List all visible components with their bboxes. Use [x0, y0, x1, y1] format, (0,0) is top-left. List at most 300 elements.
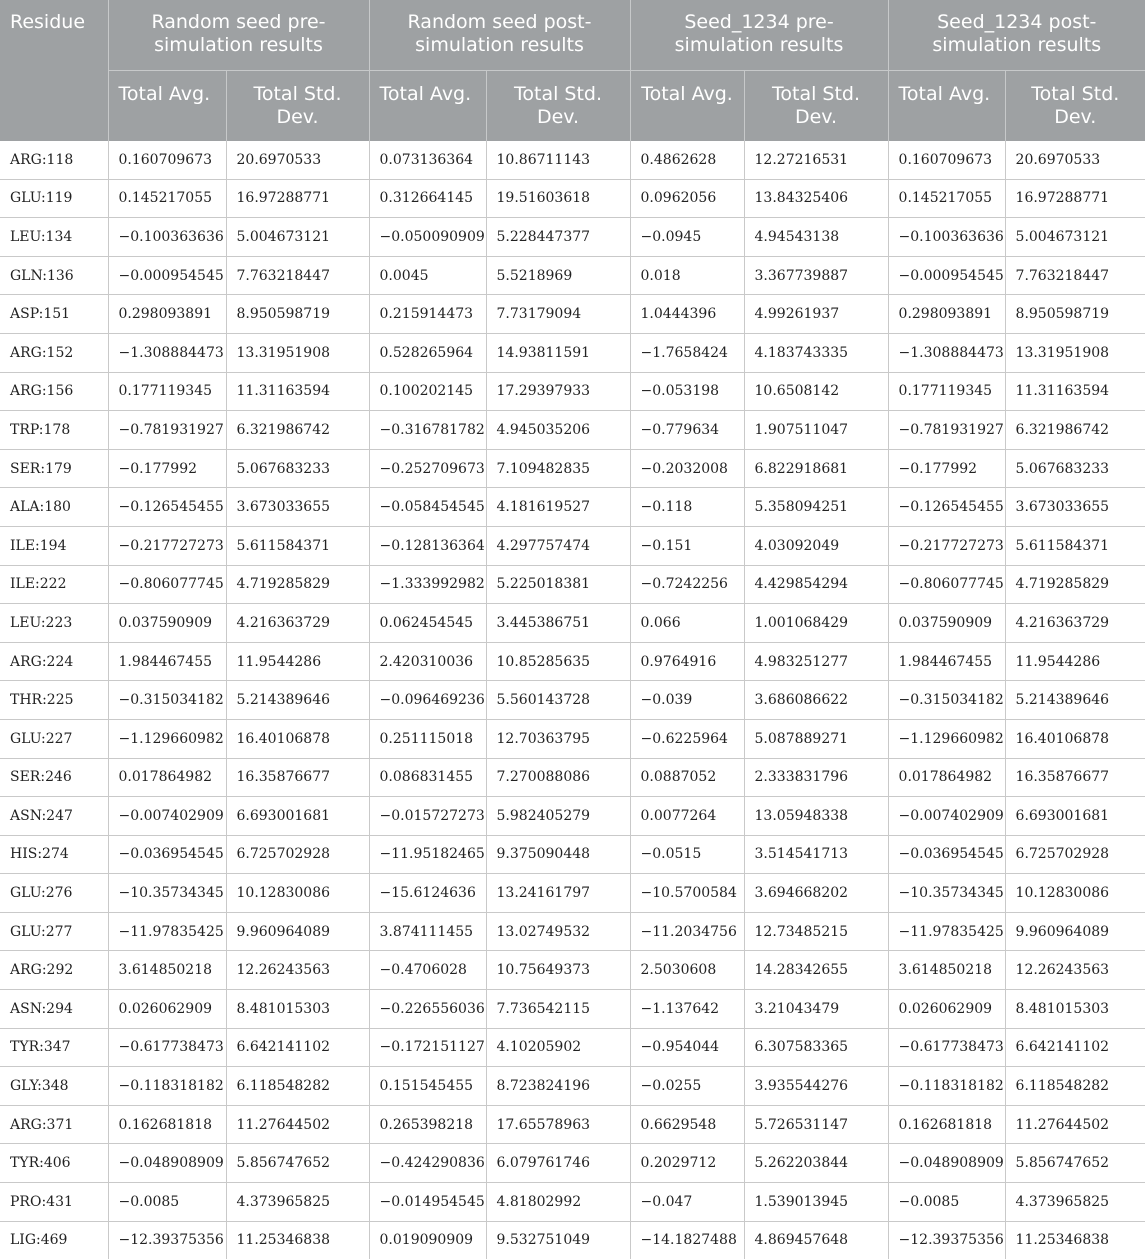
seed1234-post-avg-cell: −0.617738473	[888, 1028, 1005, 1067]
residue-cell: LEU:134	[0, 218, 108, 257]
random-pre-avg-cell: −0.048908909	[108, 1144, 226, 1183]
seed1234-pre-avg-cell: −0.954044	[630, 1028, 744, 1067]
residue-cell: GLU:227	[0, 719, 108, 758]
seed1234-pre-avg-cell: −10.5700584	[630, 874, 744, 913]
random-post-avg-cell: 0.265398218	[369, 1105, 486, 1144]
random-post-avg-cell: −0.4706028	[369, 951, 486, 990]
random-pre-std-cell: 5.611584371	[226, 526, 369, 565]
seed1234-post-avg-cell: −11.97835425	[888, 912, 1005, 951]
random-post-std-cell: 13.24161797	[486, 874, 630, 913]
table-row	[0, 1183, 1145, 1222]
random-pre-std-cell: 4.373965825	[226, 1183, 369, 1222]
random-pre-avg-cell: −0.036954545	[108, 835, 226, 874]
random-pre-avg-cell: −10.35734345	[108, 874, 226, 913]
residue-cell: ILE:194	[0, 526, 108, 565]
seed1234-post-avg-cell: −0.781931927	[888, 411, 1005, 450]
random-pre-avg-cell: −0.118318182	[108, 1067, 226, 1106]
random-post-avg-cell: −0.172151127	[369, 1028, 486, 1067]
random-pre-avg-cell: −0.100363636	[108, 218, 226, 257]
seed1234-post-std-cell: 6.693001681	[1005, 797, 1145, 836]
residue-cell: TYR:406	[0, 1144, 108, 1183]
random-post-std-cell: 4.181619527	[486, 488, 630, 527]
seed1234-post-avg-cell: 1.984467455	[888, 642, 1005, 681]
residue-cell: LEU:223	[0, 604, 108, 643]
seed1234-pre-std-cell: 5.262203844	[744, 1144, 888, 1183]
random-pre-std-cell: 11.9544286	[226, 642, 369, 681]
seed1234-pre-std-cell: 4.983251277	[744, 642, 888, 681]
random-post-std-cell: 4.10205902	[486, 1028, 630, 1067]
seed1234-pre-std-cell: 3.686086622	[744, 681, 888, 720]
random-post-std-cell: 9.532751049	[486, 1221, 630, 1259]
seed1234-pre-std-cell: 12.73485215	[744, 912, 888, 951]
seed1234-post-avg-cell: −0.100363636	[888, 218, 1005, 257]
random-post-std-cell: 7.270088086	[486, 758, 630, 797]
seed1234-pre-std-cell: 13.84325406	[744, 179, 888, 218]
seed1234-post-std-cell: 16.40106878	[1005, 719, 1145, 758]
seed1234-post-std-cell: 11.27644502	[1005, 1105, 1145, 1144]
seed1234-pre-std-cell: 13.05948338	[744, 797, 888, 836]
random-pre-std-cell: 11.27644502	[226, 1105, 369, 1144]
random-post-avg-cell: 0.151545455	[369, 1067, 486, 1106]
random-post-avg-cell: −15.6124636	[369, 874, 486, 913]
random-post-std-cell: 4.297757474	[486, 526, 630, 565]
random-pre-std-cell: 3.673033655	[226, 488, 369, 527]
seed1234-pre-avg-cell: −0.039	[630, 681, 744, 720]
table-row	[0, 990, 1145, 1029]
residue-cell: ARG:224	[0, 642, 108, 681]
random-pre-avg-cell: −0.806077745	[108, 565, 226, 604]
random-post-avg-cell: −0.424290836	[369, 1144, 486, 1183]
residue-cell: ALA:180	[0, 488, 108, 527]
random-post-avg-cell: −0.050090909	[369, 218, 486, 257]
table-row	[0, 411, 1145, 450]
table-body	[0, 141, 1145, 1259]
seed1234-post-avg-cell: −0.806077745	[888, 565, 1005, 604]
residue-cell: ASN:247	[0, 797, 108, 836]
seed1234-pre-std-cell: 4.183743335	[744, 333, 888, 372]
seed1234-post-avg-cell: −0.118318182	[888, 1067, 1005, 1106]
residue-cell: GLU:276	[0, 874, 108, 913]
seed1234-pre-avg-cell: 1.0444396	[630, 295, 744, 334]
seed1234-pre-std-cell: 3.694668202	[744, 874, 888, 913]
seed1234-pre-std-cell: 5.726531147	[744, 1105, 888, 1144]
random-post-avg-cell: −1.333992982	[369, 565, 486, 604]
random-pre-std-cell: 12.26243563	[226, 951, 369, 990]
random-pre-std-cell: 7.763218447	[226, 256, 369, 295]
seed1234-post-std-cell: 13.31951908	[1005, 333, 1145, 372]
residue-column-header: Residue	[0, 0, 108, 141]
random-post-avg-cell: −0.014954545	[369, 1183, 486, 1222]
random-pre-std-cell: 9.960964089	[226, 912, 369, 951]
seed1234-pre-avg-cell: −0.0945	[630, 218, 744, 257]
table-row	[0, 1221, 1145, 1259]
random-pre-std-cell: 10.12830086	[226, 874, 369, 913]
seed1234-pre-std-cell: 2.333831796	[744, 758, 888, 797]
random-pre-avg-cell: −0.000954545	[108, 256, 226, 295]
seed1234-post-std-cell: 5.214389646	[1005, 681, 1145, 720]
seed1234-post-avg-cell: −0.000954545	[888, 256, 1005, 295]
seed1234-post-std-cell: 11.31163594	[1005, 372, 1145, 411]
random-pre-std-cell: 11.31163594	[226, 372, 369, 411]
residue-cell: ARG:152	[0, 333, 108, 372]
seed1234-post-avg-cell: 0.037590909	[888, 604, 1005, 643]
residue-cell: THR:225	[0, 681, 108, 720]
random-pre-std-cell: 20.6970533	[226, 141, 369, 179]
seed1234-pre-std-cell: 12.27216531	[744, 141, 888, 179]
seed1234-post-std-cell: 11.9544286	[1005, 642, 1145, 681]
seed1234-post-avg-cell: −0.048908909	[888, 1144, 1005, 1183]
seed1234-pre-avg-cell: −0.047	[630, 1183, 744, 1222]
table-row	[0, 874, 1145, 913]
random-post-std-cell: 19.51603618	[486, 179, 630, 218]
seed1234-post-std-cell: 5.004673121	[1005, 218, 1145, 257]
random-post-std-cell: 5.225018381	[486, 565, 630, 604]
table-row	[0, 449, 1145, 488]
group-header-seed1234-pre: Seed_1234 pre-simulation results	[630, 0, 888, 70]
seed1234-post-avg-cell: −12.39375356	[888, 1221, 1005, 1259]
random-pre-avg-cell: −0.617738473	[108, 1028, 226, 1067]
random-pre-std-cell: 6.642141102	[226, 1028, 369, 1067]
residue-cell: ASP:151	[0, 295, 108, 334]
subheader-total-std-dev: Total Std. Dev.	[1005, 70, 1145, 141]
random-pre-avg-cell: −11.97835425	[108, 912, 226, 951]
residue-cell: ARG:371	[0, 1105, 108, 1144]
residue-cell: GLY:348	[0, 1067, 108, 1106]
random-pre-std-cell: 13.31951908	[226, 333, 369, 372]
seed1234-pre-avg-cell: −0.779634	[630, 411, 744, 450]
table-row	[0, 912, 1145, 951]
seed1234-post-avg-cell: −0.0085	[888, 1183, 1005, 1222]
seed1234-pre-std-cell: 4.869457648	[744, 1221, 888, 1259]
residue-cell: SER:246	[0, 758, 108, 797]
random-post-avg-cell: −0.252709673	[369, 449, 486, 488]
random-pre-std-cell: 6.725702928	[226, 835, 369, 874]
subheader-total-avg: Total Avg.	[108, 70, 226, 141]
subheader-total-avg: Total Avg.	[888, 70, 1005, 141]
seed1234-pre-std-cell: 4.99261937	[744, 295, 888, 334]
random-pre-avg-cell: −0.315034182	[108, 681, 226, 720]
random-pre-avg-cell: −0.177992	[108, 449, 226, 488]
seed1234-post-std-cell: 10.12830086	[1005, 874, 1145, 913]
random-post-std-cell: 13.02749532	[486, 912, 630, 951]
seed1234-post-std-cell: 4.719285829	[1005, 565, 1145, 604]
random-post-std-cell: 8.723824196	[486, 1067, 630, 1106]
seed1234-pre-avg-cell: −0.7242256	[630, 565, 744, 604]
table-row	[0, 488, 1145, 527]
seed1234-pre-std-cell: 4.03092049	[744, 526, 888, 565]
table-row	[0, 1028, 1145, 1067]
subheader-total-std-dev: Total Std. Dev.	[486, 70, 630, 141]
seed1234-post-std-cell: 11.25346838	[1015, 1232, 1110, 1249]
seed1234-pre-avg-cell: 0.0962056	[630, 179, 744, 218]
random-pre-std-cell: 6.693001681	[226, 797, 369, 836]
seed1234-post-avg-cell: −0.126545455	[888, 488, 1005, 527]
random-pre-std-cell: 4.719285829	[226, 565, 369, 604]
seed1234-pre-avg-cell: −1.137642	[630, 990, 744, 1029]
random-pre-std-cell: 16.97288771	[226, 179, 369, 218]
table-row	[0, 797, 1145, 836]
seed1234-post-avg-cell: 0.298093891	[888, 295, 1005, 334]
random-post-avg-cell: 3.874111455	[369, 912, 486, 951]
residue-cell: ARG:156	[0, 372, 108, 411]
table-row	[0, 604, 1145, 643]
random-pre-avg-cell: −0.007402909	[108, 797, 226, 836]
seed1234-post-avg-cell: 0.162681818	[888, 1105, 1005, 1144]
random-post-avg-cell: 0.0045	[369, 256, 486, 295]
seed1234-post-std-cell: 6.725702928	[1005, 835, 1145, 874]
random-post-std-cell: 14.93811591	[486, 333, 630, 372]
random-pre-avg-cell: 0.177119345	[108, 372, 226, 411]
random-post-avg-cell: −0.058454545	[369, 488, 486, 527]
residue-cell: ARG:118	[0, 141, 108, 179]
random-post-std-cell: 4.81802992	[486, 1183, 630, 1222]
random-pre-std-cell: 5.214389646	[226, 681, 369, 720]
random-post-std-cell: 10.75649373	[486, 951, 630, 990]
seed1234-pre-std-cell: 4.429854294	[744, 565, 888, 604]
table-row	[0, 218, 1145, 257]
seed1234-pre-avg-cell: 0.4862628	[630, 141, 744, 179]
random-post-std-cell: 10.86711143	[486, 141, 630, 179]
random-pre-avg-cell: 0.037590909	[108, 604, 226, 643]
random-post-avg-cell: 0.251115018	[369, 719, 486, 758]
seed1234-pre-avg-cell: 0.2029712	[630, 1144, 744, 1183]
table-row	[0, 758, 1145, 797]
random-pre-avg-cell: 0.298093891	[108, 295, 226, 334]
seed1234-pre-std-cell: 3.514541713	[744, 835, 888, 874]
random-post-avg-cell: −11.95182465	[369, 835, 486, 874]
table-row	[0, 681, 1145, 720]
seed1234-pre-std-cell: 6.307583365	[744, 1028, 888, 1067]
random-pre-avg-cell: −12.39375356	[108, 1221, 226, 1259]
seed1234-post-std-cell: 5.067683233	[1005, 449, 1145, 488]
seed1234-post-std-cell: 20.6970533	[1005, 141, 1145, 179]
seed1234-pre-std-cell: 1.539013945	[744, 1183, 888, 1222]
subheader-total-std-dev: Total Std. Dev.	[744, 70, 888, 141]
seed1234-post-std-cell: 16.35876677	[1005, 758, 1145, 797]
seed1234-pre-avg-cell: −0.053198	[630, 372, 744, 411]
table-row	[0, 179, 1145, 218]
seed1234-post-avg-cell: −1.308884473	[888, 333, 1005, 372]
table-row	[0, 642, 1145, 681]
random-post-avg-cell: 0.019090909	[369, 1221, 486, 1259]
random-post-std-cell: 9.375090448	[486, 835, 630, 874]
seed1234-pre-avg-cell: 2.5030608	[630, 951, 744, 990]
random-post-std-cell: 5.560143728	[486, 681, 630, 720]
seed1234-post-std-cell: 5.611584371	[1005, 526, 1145, 565]
random-pre-avg-cell: 0.160709673	[108, 141, 226, 179]
random-post-avg-cell: 0.062454545	[369, 604, 486, 643]
random-pre-avg-cell: −0.126545455	[108, 488, 226, 527]
table-row	[0, 1105, 1145, 1144]
group-header-seed1234-post: Seed_1234 post-simulation results	[888, 0, 1145, 70]
seed1234-post-avg-cell: −0.036954545	[888, 835, 1005, 874]
random-post-avg-cell: −0.316781782	[369, 411, 486, 450]
random-post-avg-cell: 0.215914473	[369, 295, 486, 334]
random-pre-avg-cell: 0.145217055	[108, 179, 226, 218]
random-post-std-cell: 17.29397933	[486, 372, 630, 411]
seed1234-post-avg-cell: 3.614850218	[888, 951, 1005, 990]
seed1234-pre-avg-cell: −0.151	[630, 526, 744, 565]
seed1234-post-std-cell: 4.216363729	[1005, 604, 1145, 643]
random-post-avg-cell: 2.420310036	[369, 642, 486, 681]
table-row	[0, 1144, 1145, 1183]
seed1234-pre-avg-cell: −1.7658424	[630, 333, 744, 372]
random-post-avg-cell: 0.528265964	[369, 333, 486, 372]
random-pre-std-cell: 5.004673121	[226, 218, 369, 257]
random-post-avg-cell: 0.100202145	[369, 372, 486, 411]
random-post-std-cell: 7.73179094	[486, 295, 630, 334]
seed1234-pre-avg-cell: −11.2034756	[630, 912, 744, 951]
seed1234-pre-avg-cell: −0.118	[630, 488, 744, 527]
seed1234-post-avg-cell: 0.017864982	[888, 758, 1005, 797]
table-row	[0, 526, 1145, 565]
seed1234-pre-std-cell: 5.087889271	[744, 719, 888, 758]
random-post-std-cell: 3.445386751	[486, 604, 630, 643]
random-pre-avg-cell: −0.217727273	[108, 526, 226, 565]
random-pre-std-cell: 5.067683233	[226, 449, 369, 488]
group-header-random-pre: Random seed pre-simulation results	[108, 0, 369, 70]
seed1234-post-std-cell: 4.373965825	[1005, 1183, 1145, 1222]
residue-cell: ARG:292	[0, 951, 108, 990]
random-pre-std-cell: 5.856747652	[226, 1144, 369, 1183]
seed1234-pre-std-cell: 10.6508142	[744, 372, 888, 411]
subheader-total-avg: Total Avg.	[369, 70, 486, 141]
table-row	[0, 835, 1145, 874]
seed1234-pre-std-cell: 1.907511047	[744, 411, 888, 450]
seed1234-post-avg-cell: −0.217727273	[888, 526, 1005, 565]
random-post-std-cell: 6.079761746	[486, 1144, 630, 1183]
table-row	[0, 141, 1145, 179]
seed1234-post-avg-cell: −1.129660982	[888, 719, 1005, 758]
seed1234-post-std-cell: 8.481015303	[1005, 990, 1145, 1029]
seed1234-pre-avg-cell: 0.9764916	[630, 642, 744, 681]
residue-cell: GLU:119	[0, 179, 108, 218]
seed1234-pre-avg-cell: 0.066	[630, 604, 744, 643]
random-pre-avg-cell: 0.162681818	[108, 1105, 226, 1144]
table-row	[0, 256, 1145, 295]
seed1234-post-avg-cell: −0.177992	[888, 449, 1005, 488]
random-post-avg-cell: 0.073136364	[369, 141, 486, 179]
residue-cell: HIS:274	[0, 835, 108, 874]
residue-cell: ASN:294	[0, 990, 108, 1029]
random-post-std-cell: 4.945035206	[486, 411, 630, 450]
random-post-avg-cell: 0.312664145	[369, 179, 486, 218]
table-row	[0, 333, 1145, 372]
random-pre-avg-cell: 1.984467455	[108, 642, 226, 681]
residue-cell: LIG:469	[0, 1221, 108, 1259]
group-header-random-post: Random seed post-simulation results	[369, 0, 630, 70]
seed1234-pre-std-cell: 3.935544276	[744, 1067, 888, 1106]
seed1234-pre-avg-cell: 0.018	[630, 256, 744, 295]
table-row	[0, 719, 1145, 758]
seed1234-post-avg-cell: 0.177119345	[888, 372, 1005, 411]
random-post-avg-cell: −0.226556036	[369, 990, 486, 1029]
seed1234-post-std-cell: 3.673033655	[1005, 488, 1145, 527]
residue-cell: ILE:222	[0, 565, 108, 604]
random-post-std-cell: 7.109482835	[486, 449, 630, 488]
random-post-avg-cell: −0.128136364	[369, 526, 486, 565]
seed1234-post-avg-cell: 0.160709673	[888, 141, 1005, 179]
residue-cell: GLU:277	[0, 912, 108, 951]
seed1234-pre-avg-cell: −0.0255	[630, 1067, 744, 1106]
seed1234-post-std-cell: 5.856747652	[1005, 1144, 1145, 1183]
random-post-std-cell: 10.85285635	[486, 642, 630, 681]
random-post-std-cell: 5.5218969	[486, 256, 630, 295]
table-row	[0, 295, 1145, 334]
residue-cell: SER:179	[0, 449, 108, 488]
seed1234-post-std-cell: 6.642141102	[1005, 1028, 1145, 1067]
subheader-total-std-dev: Total Std. Dev.	[226, 70, 369, 141]
seed1234-pre-std-cell: 4.94543138	[744, 218, 888, 257]
residue-cell: TYR:347	[0, 1028, 108, 1067]
seed1234-post-avg-cell: −10.35734345	[888, 874, 1005, 913]
seed1234-pre-std-cell: 3.367739887	[744, 256, 888, 295]
random-pre-avg-cell: −0.0085	[108, 1183, 226, 1222]
seed1234-pre-std-cell: 5.358094251	[744, 488, 888, 527]
seed1234-pre-avg-cell: 0.0077264	[630, 797, 744, 836]
random-pre-avg-cell: −1.308884473	[108, 333, 226, 372]
random-post-avg-cell: −0.015727273	[369, 797, 486, 836]
seed1234-pre-std-cell: 1.001068429	[744, 604, 888, 643]
seed1234-post-std-cell: 8.950598719	[1005, 295, 1145, 334]
random-post-std-cell: 17.65578963	[486, 1105, 630, 1144]
table-row	[0, 951, 1145, 990]
random-pre-avg-cell: 3.614850218	[108, 951, 226, 990]
random-post-std-cell: 5.982405279	[486, 797, 630, 836]
random-pre-std-cell: 8.950598719	[226, 295, 369, 334]
random-pre-std-cell: 4.216363729	[226, 604, 369, 643]
seed1234-post-std-cell: 16.97288771	[1005, 179, 1145, 218]
seed1234-pre-avg-cell: 0.6629548	[630, 1105, 744, 1144]
random-post-avg-cell: −0.096469236	[369, 681, 486, 720]
random-pre-std-cell: 16.35876677	[226, 758, 369, 797]
random-post-std-cell: 5.228447377	[486, 218, 630, 257]
random-post-std-cell: 7.736542115	[486, 990, 630, 1029]
seed1234-post-avg-cell: −0.007402909	[888, 797, 1005, 836]
random-pre-avg-cell: −1.129660982	[108, 719, 226, 758]
seed1234-pre-std-cell: 14.28342655	[744, 951, 888, 990]
random-pre-avg-cell: 0.017864982	[108, 758, 226, 797]
random-post-std-cell: 12.70363795	[486, 719, 630, 758]
residue-cell: PRO:431	[0, 1183, 108, 1222]
residue-cell: GLN:136	[0, 256, 108, 295]
random-pre-std-cell: 16.40106878	[226, 719, 369, 758]
random-pre-avg-cell: −0.781931927	[108, 411, 226, 450]
residue-cell: TRP:178	[0, 411, 108, 450]
seed1234-post-std-cell: 6.321986742	[1005, 411, 1145, 450]
random-pre-std-cell: 11.25346838	[226, 1221, 369, 1259]
seed1234-post-std-cell: 12.26243563	[1005, 951, 1145, 990]
table-header	[0, 0, 1145, 141]
seed1234-pre-avg-cell: −0.2032008	[630, 449, 744, 488]
table-row	[0, 565, 1145, 604]
table-row	[0, 1067, 1145, 1106]
seed1234-post-std-cell: 7.763218447	[1005, 256, 1145, 295]
random-pre-avg-cell: 0.026062909	[108, 990, 226, 1029]
seed1234-post-avg-cell: 0.026062909	[888, 990, 1005, 1029]
random-pre-std-cell: 6.321986742	[226, 411, 369, 450]
random-pre-std-cell: 8.481015303	[226, 990, 369, 1029]
seed1234-post-avg-cell: −0.315034182	[888, 681, 1005, 720]
seed1234-post-std-cell: 6.118548282	[1005, 1067, 1145, 1106]
seed1234-pre-avg-cell: −0.0515	[630, 835, 744, 874]
seed1234-post-avg-cell: 0.145217055	[888, 179, 1005, 218]
table-row	[0, 372, 1145, 411]
subheader-total-avg: Total Avg.	[630, 70, 744, 141]
seed1234-post-std-cell: 9.960964089	[1005, 912, 1145, 951]
seed1234-pre-std-cell: 6.822918681	[744, 449, 888, 488]
random-pre-std-cell: 6.118548282	[226, 1067, 369, 1106]
